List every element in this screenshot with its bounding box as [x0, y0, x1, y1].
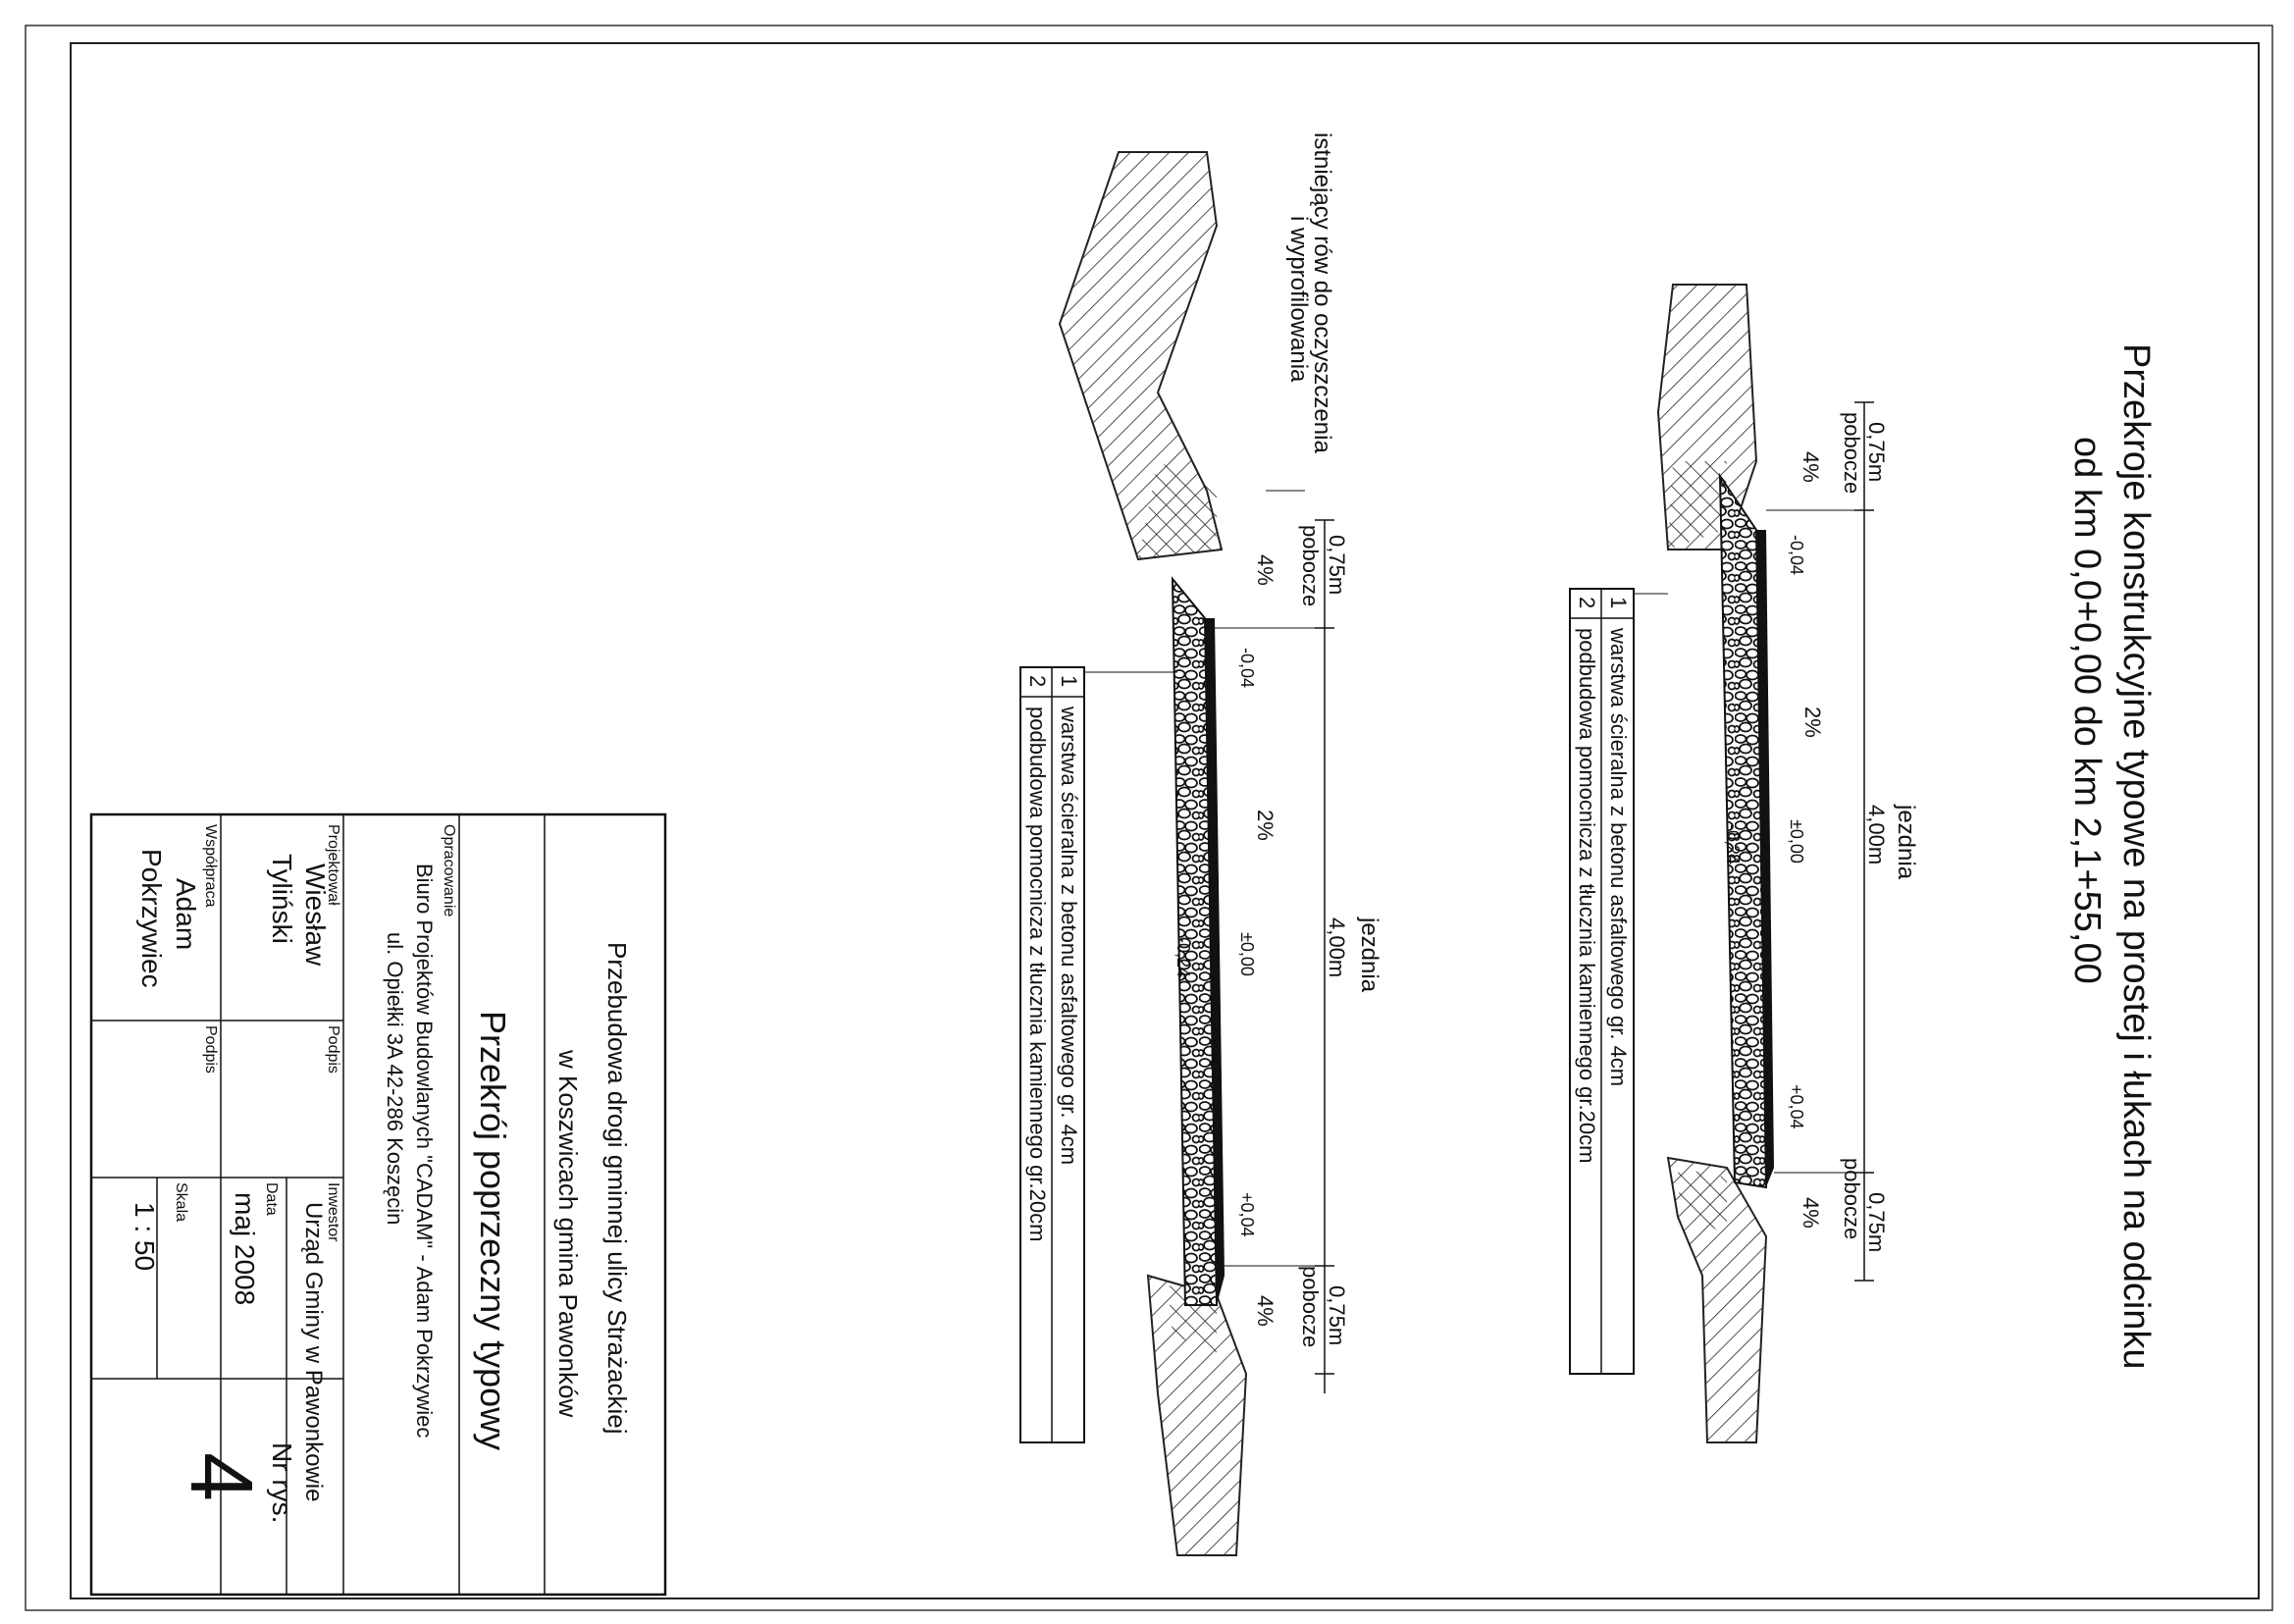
ditch-note-line-1: istniejący rów do oczyszczenia [1309, 132, 1335, 453]
cooperation-name-1: Adam [171, 878, 201, 951]
scale-value: 1 : 50 [130, 1202, 160, 1272]
carriageway-slope: 2% [1253, 810, 1277, 841]
investor-label: Inwestor [325, 1182, 341, 1242]
drawing-number-label: Nr rys. [267, 1442, 297, 1524]
legend-num-2: 2 [1025, 675, 1050, 688]
shoulder-slope-right: 4% [1253, 1295, 1277, 1327]
level-axis-bottom: -0,24 [1723, 824, 1743, 865]
carriageway-width: 4,00m [1864, 805, 1889, 865]
signature-label-2: Podpis [202, 1025, 219, 1074]
company-line-2: ul. Opiełki 3A 42-286 Koszęcin [383, 932, 407, 1226]
title-block [91, 814, 665, 1595]
designer-name-2: Tyliński [267, 854, 297, 944]
cross-section-lower [1020, 132, 1382, 1555]
project-line-1: Przebudowa drogi gminnej ulicy Strażackiej [602, 942, 632, 1435]
designer-label: Projektował [325, 824, 341, 906]
legend-text-2: podbudowa pomocnicza z tłucznia kamiennego gr.20cm [1025, 707, 1050, 1242]
legend-text-1: warstwa ścieralna z betonu asfaltowego gr. 4cm [1057, 707, 1081, 1166]
shoulder-slope-left: 4% [1253, 554, 1277, 586]
level-left: -0,04 [1237, 648, 1257, 689]
company-line-1: Biuro Projektów Budowlanych "CADAM" - Adam Pokrzywiec [412, 864, 437, 1439]
shoulder-label-left: pobocze [1298, 525, 1323, 607]
level-axis: ±0,00 [1787, 819, 1806, 864]
prepared-label: Opracowanie [441, 824, 457, 917]
cooperation-name-2: Pokrzywiec [136, 849, 167, 988]
cooperation-label: Współpraca [202, 824, 219, 908]
drawing-name: Przekrój poprzeczny typowy [473, 1011, 513, 1451]
shoulder-width-right: 0,75m [1864, 1192, 1889, 1253]
legend-num-2: 2 [1575, 597, 1599, 609]
shoulder-slope-left: 4% [1799, 451, 1823, 483]
shoulder-width-left: 0,75m [1325, 535, 1349, 596]
ditch-note-line-2: i wyprofilowania [1285, 216, 1312, 383]
shoulder-width-right: 0,75m [1325, 1285, 1349, 1346]
level-right: +0,04 [1787, 1084, 1806, 1129]
level-right: +0,04 [1237, 1192, 1257, 1237]
legend-num-1: 1 [1606, 597, 1631, 609]
carriageway-width: 4,00m [1325, 917, 1349, 978]
level-axis-bottom: -0,24 [1173, 937, 1193, 978]
shoulder-label-left: pobocze [1840, 412, 1864, 495]
date-label: Data [263, 1182, 280, 1216]
legend-num-1: 1 [1057, 675, 1081, 688]
shoulder-width-left: 0,75m [1864, 422, 1889, 483]
carriageway-label: jezdnia [1356, 917, 1382, 993]
designer-name-1: Wiesław [300, 864, 331, 967]
level-axis: ±0,00 [1237, 932, 1257, 976]
cross-section-upper [1570, 285, 1919, 1442]
project-line-2: w Koszwicach gmina Pawonków [553, 1050, 583, 1418]
drawing-title [2066, 343, 2157, 1370]
shoulder-slope-right: 4% [1799, 1197, 1823, 1229]
investor-name: Urząd Gminy w Pawonkowie [300, 1202, 327, 1502]
title-line-2: od km 0,0+0,00 do km 2,1+55,00 [2066, 437, 2108, 984]
shoulder-label-right: pobocze [1298, 1266, 1323, 1348]
scale-label: Skala [173, 1182, 189, 1223]
title-line-1: Przekroje konstrukcyjne typowe na prostej i łukach na odcinku [2115, 343, 2157, 1370]
date-value: maj 2008 [230, 1192, 260, 1306]
legend-text-2: podbudowa pomocnicza z tłucznia kamiennego gr.20cm [1575, 628, 1599, 1164]
level-left: -0,04 [1787, 535, 1806, 576]
shoulder-label-right: pobocze [1840, 1158, 1864, 1240]
signature-label-1: Podpis [325, 1025, 341, 1074]
carriageway-label: jezdnia [1893, 805, 1919, 880]
carriageway-slope: 2% [1800, 707, 1825, 738]
legend-text-1: warstwa ścieralna z betonu asfaltowego gr. 4cm [1606, 628, 1631, 1087]
drawing-number: 4 [172, 1452, 270, 1502]
